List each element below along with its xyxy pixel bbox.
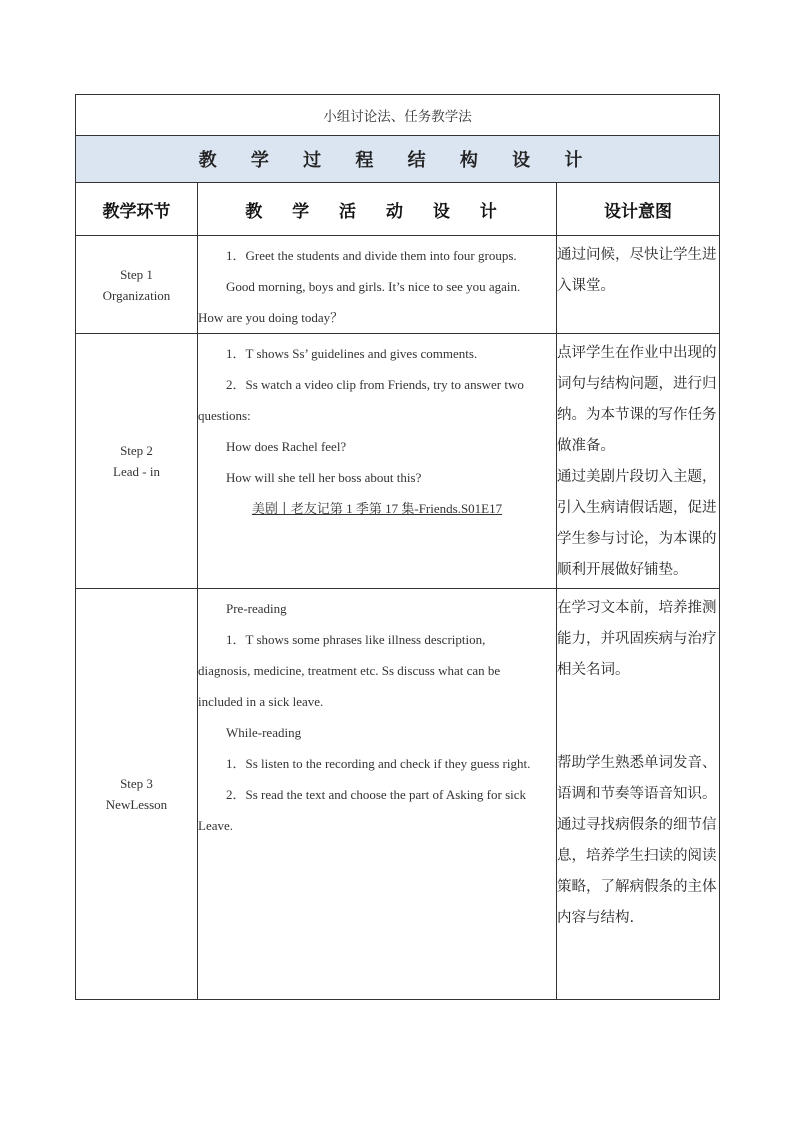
header-intent: 设计意图 <box>557 183 720 236</box>
intent-line: 在学习文本前，培养推测 <box>557 600 717 616</box>
activity-line: How are you doing today？ <box>198 310 344 325</box>
intent-line: 做准备。 <box>557 438 615 454</box>
intent-line: 通过问候，尽快让学生进 <box>557 247 717 263</box>
intent-cell <box>557 236 720 334</box>
activity-cell <box>198 236 557 334</box>
intent-line: 语调和节奏等语音知识。 <box>557 786 717 802</box>
step-cell <box>76 236 198 334</box>
teaching-methods-row <box>76 95 720 136</box>
activity-line: Pre-reading <box>226 601 287 616</box>
intent-cell <box>557 589 720 1000</box>
lesson-plan-table <box>75 94 720 1000</box>
activity-line: diagnosis, medicine, treatment etc. Ss discuss what can be <box>198 663 501 678</box>
activity-line: 2．Ss watch a video clip from Friends, try to answer two <box>226 377 524 392</box>
intent-line: 纳。为本节课的写作任务 <box>557 407 717 423</box>
activity-line: Leave. <box>198 818 234 833</box>
table-row <box>76 334 720 589</box>
intent-line: 策略，了解病假条的主体 <box>557 879 717 895</box>
activity-line: Good morning, boys and girls. It’s nice to see you again. <box>226 279 521 294</box>
activity-line: 2．Ss read the text and choose the part of Asking for sick <box>226 787 527 802</box>
table-row <box>76 236 720 334</box>
intent-line: 顺利开展做好铺垫。 <box>557 562 688 578</box>
header-activity: 教 学 活 动 设 计 <box>198 183 557 236</box>
step-cell <box>76 334 198 589</box>
intent-line: 点评学生在作业中出现的 <box>557 345 717 361</box>
intent-line: 引入生病请假话题，促进 <box>557 500 717 516</box>
step-name: NewLesson <box>105 797 168 812</box>
step-cell <box>76 589 198 1000</box>
step-number: Step 2 <box>120 443 153 458</box>
activity-line: 1．Greet the students and divide them into four groups. <box>226 248 517 263</box>
activity-line: 1．T shows some phrases like illness description, <box>226 632 486 647</box>
intent-line: 学生参与讨论，为本课的 <box>557 531 717 547</box>
intent-line: 能力，并巩固疾病与治疗 <box>557 631 717 647</box>
activity-line: questions: <box>198 408 251 423</box>
intent-line: 入课堂。 <box>557 278 615 294</box>
activity-line: 1．T shows Ss’ guidelines and gives comments. <box>226 346 478 361</box>
activity-line: While-reading <box>226 725 302 740</box>
section-title: 教 学 过 程 结 构 设 计 <box>76 136 720 183</box>
video-link[interactable]: 美剧丨老友记第 1 季第 17 集-Friends.S01E17 <box>251 501 503 516</box>
intent-line: 息，培养学生扫读的阅读 <box>557 848 717 864</box>
intent-cell <box>557 334 720 589</box>
intent-line: 内容与结构. <box>557 910 635 926</box>
intent-line: 相关名词。 <box>557 662 630 678</box>
intent-line: 帮助学生熟悉单词发音、 <box>557 755 717 771</box>
step-name: Lead - in <box>113 464 160 479</box>
step-number: Step 1 <box>120 266 153 282</box>
intent-line: 通过美剧片段切入主题， <box>557 469 717 485</box>
activity-line: 1．Ss listen to the recording and check if they guess right. <box>226 756 531 771</box>
step-number: Step 3 <box>120 776 153 791</box>
step-name: Organization <box>102 287 171 303</box>
intent-line: 词句与结构问题，进行归 <box>557 376 717 392</box>
activity-line: included in a sick leave. <box>198 694 324 709</box>
intent-line: 通过寻找病假条的细节信 <box>557 817 717 833</box>
activity-cell <box>198 589 557 1000</box>
section-title-row <box>76 136 720 183</box>
header-row <box>76 183 720 236</box>
activity-line: How does Rachel feel? <box>226 439 347 454</box>
table-row <box>76 589 720 1000</box>
activity-cell <box>198 334 557 589</box>
teaching-methods: 小组讨论法、任务教学法 <box>76 95 720 136</box>
header-step: 教学环节 <box>76 183 198 236</box>
activity-line: How will she tell her boss about this? <box>226 470 422 485</box>
